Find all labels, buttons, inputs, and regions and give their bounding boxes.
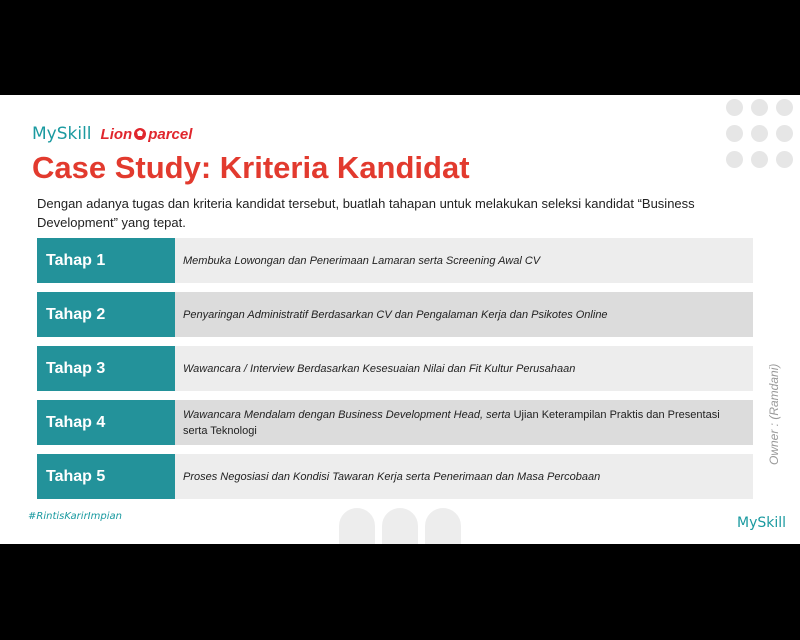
lionparcel-logo bbox=[101, 126, 193, 143]
myskill-logo: MySkill bbox=[32, 124, 92, 144]
intro-text: Dengan adanya tugas dan kriteria kandidat tersebut, buatlah tahapan untuk melakukan seleksi kandidat “Business Development” yang tepat. bbox=[37, 196, 695, 230]
decorative-shape bbox=[339, 508, 375, 544]
lion-head-icon bbox=[133, 127, 147, 141]
lionparcel-logo-text-parcel: parcel bbox=[148, 125, 193, 143]
decorative-dots bbox=[726, 99, 800, 169]
stage-description: Penyaringan Administratif Berdasarkan CV dan Pengalaman Kerja dan Psikotes Online bbox=[175, 292, 753, 337]
stage-label: Tahap 2 bbox=[37, 292, 175, 337]
stage-row bbox=[37, 238, 753, 283]
owner-credit: Owner : (Ramdani) bbox=[767, 363, 781, 465]
page-title: Case Study: Kriteria Kandidat bbox=[32, 150, 470, 185]
lionparcel-logo-text-lion: Lion bbox=[100, 125, 133, 143]
stage-row bbox=[37, 292, 753, 337]
stage-description: Membuka Lowongan dan Penerimaan Lamaran serta Screening Awal CV bbox=[175, 238, 753, 283]
stage-label: Tahap 5 bbox=[37, 454, 175, 499]
stage-description-normal: Ujian Keterampilan Praktis dan Presentasi serta Teknologi bbox=[183, 408, 720, 437]
stage-label: Tahap 4 bbox=[37, 400, 175, 445]
stage-row bbox=[37, 400, 753, 445]
slide bbox=[0, 95, 800, 544]
myskill-footer-logo: MySkill bbox=[737, 515, 787, 531]
stage-row bbox=[37, 454, 753, 499]
stage-label: Tahap 1 bbox=[37, 238, 175, 283]
hashtag: #RintisKarirImpian bbox=[28, 511, 122, 522]
decorative-shape bbox=[382, 508, 418, 544]
stage-description: Proses Negosiasi dan Kondisi Tawaran Kerja serta Penerimaan dan Masa Percobaan bbox=[175, 454, 753, 499]
decorative-shape bbox=[425, 508, 461, 544]
stage-description: Wawancara / Interview Berdasarkan Kesesuaian Nilai dan Fit Kultur Perusahaan bbox=[175, 346, 753, 391]
logo-bar bbox=[32, 124, 192, 144]
stage-description-italic: Wawancara Mendalam dengan Business Development Head, serta bbox=[183, 408, 514, 421]
stage-label: Tahap 3 bbox=[37, 346, 175, 391]
stage-row bbox=[37, 346, 753, 391]
stage-description bbox=[175, 400, 753, 445]
